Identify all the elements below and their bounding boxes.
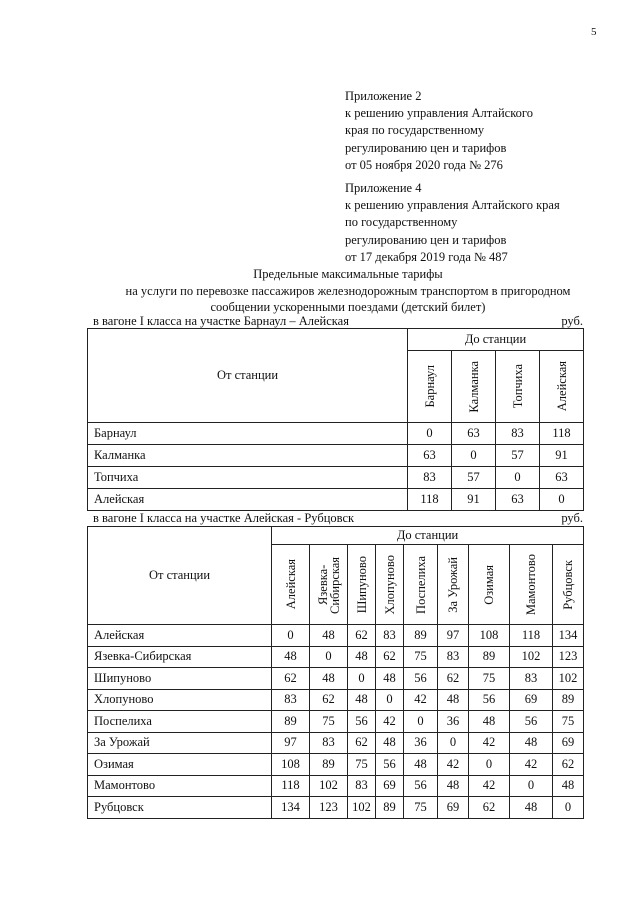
column-header	[438, 545, 469, 625]
tariff-cell: 36	[404, 732, 438, 754]
column-header	[452, 351, 496, 423]
table-row	[88, 467, 584, 489]
station-name: Язевка-Сибирская	[88, 646, 272, 668]
title-line: Предельные максимальные тарифы	[253, 267, 443, 281]
tariff-cell: 48	[376, 668, 404, 690]
tariff-cell: 0	[553, 797, 584, 819]
column-header-label: Топчиха	[510, 364, 525, 409]
table-row	[88, 775, 584, 797]
column-header	[510, 545, 553, 625]
tariff-cell: 48	[310, 625, 348, 647]
tariff-cell: 108	[272, 754, 310, 776]
tariff-cell: 56	[404, 668, 438, 690]
tariff-cell: 62	[438, 668, 469, 690]
column-header-label: Мамонтово	[524, 553, 538, 616]
tariff-cell: 83	[510, 668, 553, 690]
tariff-cell: 62	[553, 754, 584, 776]
tariff-cell: 48	[376, 732, 404, 754]
table-row	[88, 732, 584, 754]
tariff-cell: 48	[438, 689, 469, 711]
tariff-cell: 69	[376, 775, 404, 797]
tariff-cell: 102	[553, 668, 584, 690]
tariff-cell: 83	[272, 689, 310, 711]
tariff-cell: 63	[452, 423, 496, 445]
tariff-cell: 83	[348, 775, 376, 797]
column-header	[310, 545, 348, 625]
column-header	[376, 545, 404, 625]
appendix-line: регулированию цен и тарифов	[345, 232, 507, 247]
column-header-label: Алейская	[554, 361, 569, 412]
station-name: Топчиха	[88, 467, 408, 489]
station-name: За Урожай	[88, 732, 272, 754]
column-header-label: За Урожай	[446, 556, 460, 613]
tariff-cell: 62	[348, 732, 376, 754]
document-title	[88, 266, 608, 316]
tariff-cell: 83	[376, 625, 404, 647]
tariff-cell: 83	[408, 467, 452, 489]
station-name: Хлопуново	[88, 689, 272, 711]
tariff-cell: 89	[469, 646, 510, 668]
tariff-cell: 75	[469, 668, 510, 690]
appendix-2-block	[345, 88, 533, 174]
tariff-cell: 89	[404, 625, 438, 647]
tariff-cell: 48	[469, 711, 510, 733]
column-header-label: Рубцовск	[561, 559, 576, 610]
table-row	[88, 797, 584, 819]
tariff-cell: 75	[310, 711, 348, 733]
tariff-cell: 42	[438, 754, 469, 776]
tariff-table-barnaul-aleyskaya	[87, 328, 584, 511]
tariff-cell: 57	[452, 467, 496, 489]
tariff-cell: 62	[310, 689, 348, 711]
column-header	[496, 351, 540, 423]
column-header-label: Хлопуново	[382, 554, 397, 615]
tariff-cell: 0	[272, 625, 310, 647]
appendix-4-block	[345, 180, 560, 266]
station-name: Алейская	[88, 625, 272, 647]
station-name: Шипуново	[88, 668, 272, 690]
tariff-cell: 102	[510, 646, 553, 668]
table-row	[88, 668, 584, 690]
tariff-cell: 42	[404, 689, 438, 711]
tariff-cell: 62	[348, 625, 376, 647]
tariff-cell: 91	[540, 445, 584, 467]
tariff-cell: 0	[469, 754, 510, 776]
tariff-cell: 56	[510, 711, 553, 733]
column-header	[404, 545, 438, 625]
tariff-cell: 75	[404, 797, 438, 819]
tariff-cell: 62	[272, 668, 310, 690]
column-header-label: Поспелиха	[413, 555, 428, 614]
tariff-cell: 83	[438, 646, 469, 668]
appendix-line: Приложение 4	[345, 181, 422, 195]
appendix-line: Приложение 2	[345, 89, 422, 103]
tariff-cell: 48	[404, 754, 438, 776]
tariff-cell: 0	[452, 445, 496, 467]
tariff-cell: 118	[540, 423, 584, 445]
column-header-label: Барнаул	[422, 365, 437, 408]
tariff-cell: 0	[438, 732, 469, 754]
table-row	[88, 754, 584, 776]
tariff-cell: 0	[404, 711, 438, 733]
tariff-cell: 48	[438, 775, 469, 797]
column-header	[540, 351, 584, 423]
tariff-table-aleyskaya-rubtsovsk	[87, 526, 584, 819]
appendix-line: регулированию цен и тарифов	[345, 140, 507, 155]
tariff-cell: 83	[310, 732, 348, 754]
tariff-cell: 48	[348, 689, 376, 711]
tariff-cell: 123	[553, 646, 584, 668]
table1-caption	[93, 314, 583, 329]
tariff-cell: 36	[438, 711, 469, 733]
tariff-cell: 48	[510, 732, 553, 754]
to-station-header: До станции	[408, 329, 584, 351]
table-row	[88, 625, 584, 647]
column-header-label: Калманка	[466, 360, 481, 413]
table-row	[88, 423, 584, 445]
table1-caption-text: в вагоне I класса на участке Барнаул – Алейская	[93, 314, 349, 328]
column-header-label: Алейская	[283, 559, 298, 610]
tariff-cell: 56	[404, 775, 438, 797]
from-station-header: От станции	[88, 329, 408, 423]
station-name: Алейская	[88, 489, 408, 511]
tariff-cell: 63	[408, 445, 452, 467]
column-header-label: Шипуново	[354, 555, 369, 614]
tariff-cell: 97	[438, 625, 469, 647]
appendix-line: к решению управления Алтайского края	[345, 198, 560, 213]
station-name: Озимая	[88, 754, 272, 776]
tariff-cell: 48	[348, 646, 376, 668]
tariff-cell: 118	[510, 625, 553, 647]
tariff-cell: 48	[510, 797, 553, 819]
table2-caption-text: в вагоне I класса на участке Алейская - Рубцовск	[93, 511, 355, 525]
tariff-cell: 56	[376, 754, 404, 776]
tariff-cell: 89	[376, 797, 404, 819]
station-name: Рубцовск	[88, 797, 272, 819]
tariff-cell: 75	[348, 754, 376, 776]
tariff-cell: 75	[553, 711, 584, 733]
appendix-line: по государственному	[345, 215, 458, 230]
table2-caption	[93, 511, 583, 526]
tariff-cell: 48	[553, 775, 584, 797]
tariff-cell: 42	[510, 754, 553, 776]
tariff-cell: 0	[348, 668, 376, 690]
table-row	[88, 489, 584, 511]
tariff-cell: 62	[376, 646, 404, 668]
page-number: 5	[591, 26, 597, 38]
tariff-cell: 0	[376, 689, 404, 711]
tariff-cell: 69	[510, 689, 553, 711]
tariff-cell: 89	[272, 711, 310, 733]
tariff-cell: 69	[553, 732, 584, 754]
tariff-cell: 0	[496, 467, 540, 489]
appendix-line: края по государственному	[345, 123, 485, 138]
tariff-cell: 89	[310, 754, 348, 776]
tariff-cell: 62	[469, 797, 510, 819]
from-station-header: От станции	[88, 527, 272, 625]
column-header-label: Язевка-Сибирская	[315, 555, 342, 614]
table-row	[88, 445, 584, 467]
tariff-cell: 89	[553, 689, 584, 711]
appendix-line: от 17 декабря 2019 года № 487	[345, 249, 508, 264]
column-header	[469, 545, 510, 625]
tariff-cell: 134	[553, 625, 584, 647]
column-header-label: Озимая	[482, 564, 496, 605]
appendix-line: к решению управления Алтайского	[345, 106, 533, 121]
column-header	[348, 545, 376, 625]
tariff-cell: 48	[272, 646, 310, 668]
tariff-cell: 0	[310, 646, 348, 668]
tariff-cell: 83	[496, 423, 540, 445]
tariff-cell: 56	[348, 711, 376, 733]
tariff-cell: 108	[469, 625, 510, 647]
tariff-cell: 118	[272, 775, 310, 797]
tariff-cell: 0	[408, 423, 452, 445]
tariff-cell: 123	[310, 797, 348, 819]
table1-currency: руб.	[561, 314, 583, 328]
table-row	[88, 711, 584, 733]
station-name: Мамонтово	[88, 775, 272, 797]
station-name: Барнаул	[88, 423, 408, 445]
tariff-cell: 42	[469, 732, 510, 754]
title-line: на услуги по перевозке пассажиров железнодорожным транспортом в пригородном	[125, 283, 571, 298]
tariff-cell: 118	[408, 489, 452, 511]
tariff-cell: 91	[452, 489, 496, 511]
tariff-cell: 102	[310, 775, 348, 797]
tariff-cell: 134	[272, 797, 310, 819]
table-row	[88, 646, 584, 668]
tariff-cell: 75	[404, 646, 438, 668]
tariff-cell: 56	[469, 689, 510, 711]
tariff-cell: 69	[438, 797, 469, 819]
column-header	[408, 351, 452, 423]
tariff-cell: 42	[376, 711, 404, 733]
tariff-cell: 102	[348, 797, 376, 819]
table2-currency: руб.	[561, 511, 583, 525]
tariff-cell: 0	[540, 489, 584, 511]
table-row	[88, 689, 584, 711]
station-name: Калманка	[88, 445, 408, 467]
appendix-line: от 05 ноября 2020 года № 276	[345, 157, 503, 172]
column-header	[272, 545, 310, 625]
column-header	[553, 545, 584, 625]
tariff-cell: 57	[496, 445, 540, 467]
tariff-cell: 63	[540, 467, 584, 489]
tariff-cell: 48	[310, 668, 348, 690]
tariff-cell: 63	[496, 489, 540, 511]
tariff-cell: 97	[272, 732, 310, 754]
to-station-header: До станции	[272, 527, 584, 545]
title-line: сообщении ускоренными поездами (детский билет)	[210, 300, 486, 314]
tariff-cell: 0	[510, 775, 553, 797]
station-name: Поспелиха	[88, 711, 272, 733]
tariff-cell: 42	[469, 775, 510, 797]
